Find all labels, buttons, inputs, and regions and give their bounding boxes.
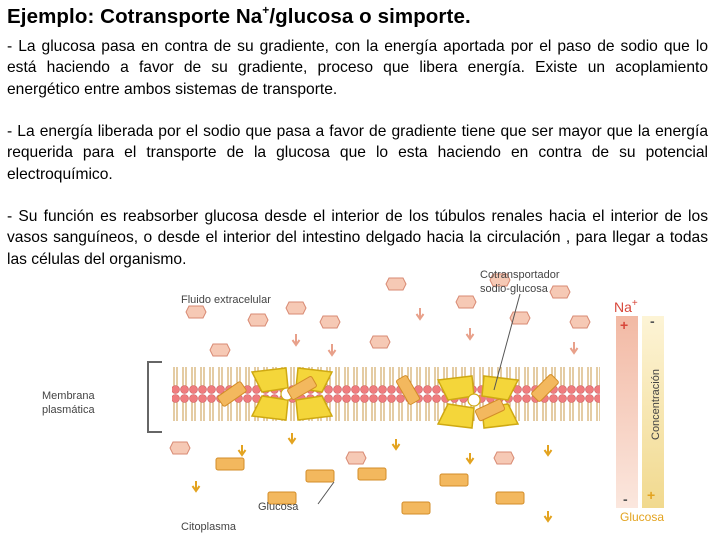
sodium-minus: -: [623, 491, 628, 507]
title-prefix: Ejemplo: Cotransporte Na: [7, 5, 263, 28]
paragraph-3: - Su función es reabsorber glucosa desde el interior de los túbulos renales hacia el interior de los vasos sanguíneos, o desde el interior del intestino delgado hacia la circulación , para llegar a todas las células del organismo.: [7, 208, 708, 268]
label-concentration: Concentración: [650, 369, 662, 440]
label-cotransporter-line2: sodio-glucosa: [480, 283, 548, 295]
label-membrane-line1: Membrana: [42, 390, 95, 402]
label-cytoplasm: Citoplasma: [181, 521, 237, 533]
label-membrane-line2: plasmática: [42, 404, 95, 416]
cytoplasm-molecules: [170, 442, 524, 514]
page-title: [7, 3, 471, 29]
cotransport-diagram: [0, 262, 720, 540]
title-suffix: /glucosa o simporte.: [269, 5, 471, 28]
label-cotransporter-line1: Cotransportador: [480, 269, 560, 281]
glucose-plus: +: [647, 487, 656, 503]
glucose-leader: [318, 482, 334, 504]
label-na: Na+: [614, 298, 638, 315]
label-extracellular: Fluido extracelular: [181, 294, 271, 306]
membrane-bracket: [148, 362, 162, 432]
paragraph-1: - La glucosa pasa en contra de su gradiente, con la energía aportada por el paso de sodio que lo está haciendo a favor de su gradiente, proceso que libera energía. Existe un acoplamiento energético entre ambos sistemas de transporte.: [7, 38, 708, 98]
label-glucose-bar: Glucosa: [620, 510, 665, 524]
sodium-plus: +: [620, 317, 629, 333]
sodium-gradient-bar: [616, 316, 638, 508]
concentration-gradient: [614, 298, 664, 524]
title-superscript: +: [262, 3, 270, 17]
paragraph-2: - La energía liberada por el sodio que pasa a favor de gradiente tiene que ser mayor que la energía requerida para el transporte de la glucosa que lo esta haciendo en contra de su potencial electroquímico.: [7, 123, 708, 183]
glucose-minus: -: [650, 313, 655, 329]
label-glucose: Glucosa: [258, 501, 299, 513]
